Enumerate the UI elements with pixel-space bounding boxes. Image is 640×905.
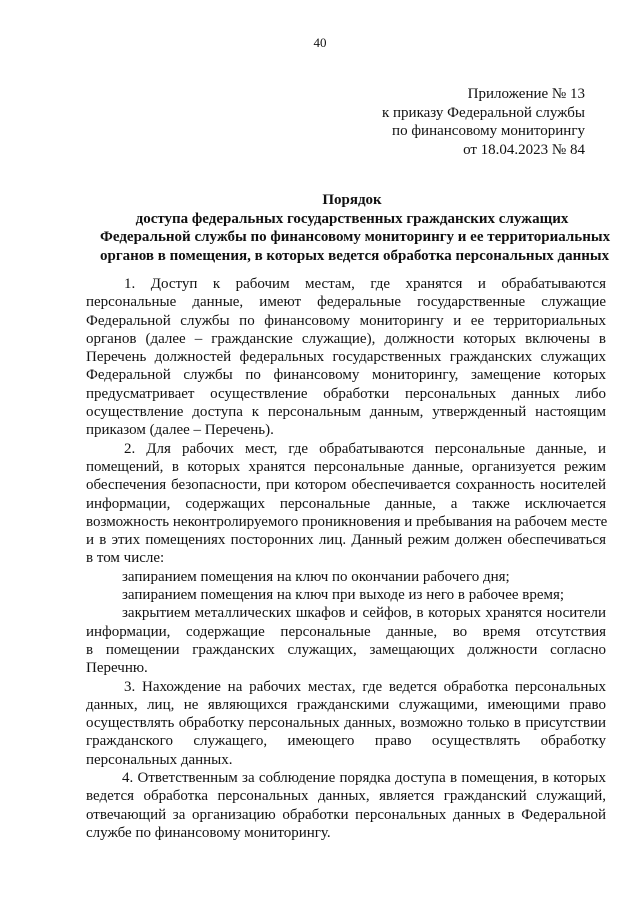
paragraph-1-line: Перечень должностей федеральных государственных гражданских служащих: [86, 349, 606, 366]
paragraph-1-line: Федеральной службы по финансовому мониторингу и ее территориальных: [86, 312, 606, 329]
paragraph-1-line: Федеральной службы по финансовому мониторингу, замещение которых: [86, 367, 606, 384]
paragraph-1-line: осуществление доступа к персональным данным, утвержденный настоящим: [86, 404, 606, 421]
paragraph-3-line: персональных данных.: [86, 751, 233, 768]
paragraph-2-line: помещений, в которых хранятся персональные данные, организуется режим: [86, 458, 606, 475]
paragraph-2-line: 2. Для рабочих мест, где обрабатываются персональные данные, и: [124, 440, 606, 457]
title-line: Порядок: [322, 192, 382, 208]
document-title: [100, 191, 611, 265]
paragraph-3-line: осуществлять обработку персональных данных, возможно только в присутствии: [86, 715, 606, 732]
list-item: закрытием металлических шкафов и сейфов, в которых хранятся носители: [122, 605, 606, 622]
paragraph-1-line: приказом (далее – Перечень).: [86, 422, 274, 439]
paragraph-1-line: органов (далее – гражданские служащие), должности которых включены в: [86, 330, 606, 347]
paragraph-2-line: и в этих помещениях посторонних лиц. Данный режим должен обеспечиваться: [86, 532, 606, 549]
title-line: Федеральной службы по финансовому мониторингу и ее территориальных: [100, 229, 611, 245]
paragraph-2-line: информации, содержащих персональные данные, а также исключается: [86, 495, 606, 512]
page-number: 40: [313, 35, 327, 50]
paragraph-2-line: обеспечения безопасности, при котором обеспечивается сохранность носителей: [86, 477, 606, 494]
appendix-line: Приложение № 13: [467, 86, 585, 102]
document-body: [86, 275, 606, 842]
list-item: информации, содержащие персональные данные, во время отсутствия: [86, 623, 606, 640]
paragraph-2-line: в том числе:: [86, 550, 165, 567]
appendix-line: по финансовому мониторингу: [392, 123, 585, 139]
paragraph-4-line: службе по финансовому мониторингу.: [86, 824, 331, 841]
paragraph-4-line: ведется обработка персональных данных, является гражданский служащий,: [86, 788, 606, 805]
paragraph-2-line: возможность неконтролируемого проникновения и пребывания на рабочем месте: [86, 513, 608, 530]
paragraph-1-line: 1. Доступ к рабочим местам, где хранятся и обрабатываются: [124, 276, 606, 292]
list-item: запиранием помещения на ключ по окончании рабочего дня;: [122, 568, 510, 585]
appendix-line: к приказу Федеральной службы: [381, 104, 585, 121]
paragraph-3-line: данных, лиц, не являющихся гражданскими служащими, имеющими право: [86, 696, 606, 713]
paragraph-1-line: предусматривает осуществление обработки персональных данных либо: [86, 385, 606, 402]
title-line: доступа федеральных государственных гражданских служащих: [135, 210, 569, 227]
title-line: органов в помещения, в которых ведется обработка персональных данных: [100, 247, 610, 264]
paragraph-3-line: 3. Нахождение на рабочих местах, где ведется обработка персональных: [124, 678, 606, 695]
appendix-line: от 18.04.2023 № 84: [463, 141, 585, 158]
paragraph-3-line: гражданского служащего, имеющего право осуществлять обработку: [86, 733, 606, 750]
paragraph-4-line: отвечающий за организацию обработки персональных данных в Федеральной: [86, 806, 606, 823]
list-item: Перечню.: [86, 660, 148, 677]
paragraph-4-line: 4. Ответственным за соблюдение порядка доступа в помещения, в которых: [122, 770, 606, 787]
list-item: запиранием помещения на ключ при выходе из него в рабочее время;: [122, 587, 565, 604]
appendix-header: [355, 85, 585, 159]
paragraph-1-line: персональные данные, имеют федеральные государственные служащие: [86, 294, 606, 311]
list-item: в помещении гражданских служащих, замещающих должности согласно: [86, 641, 606, 658]
